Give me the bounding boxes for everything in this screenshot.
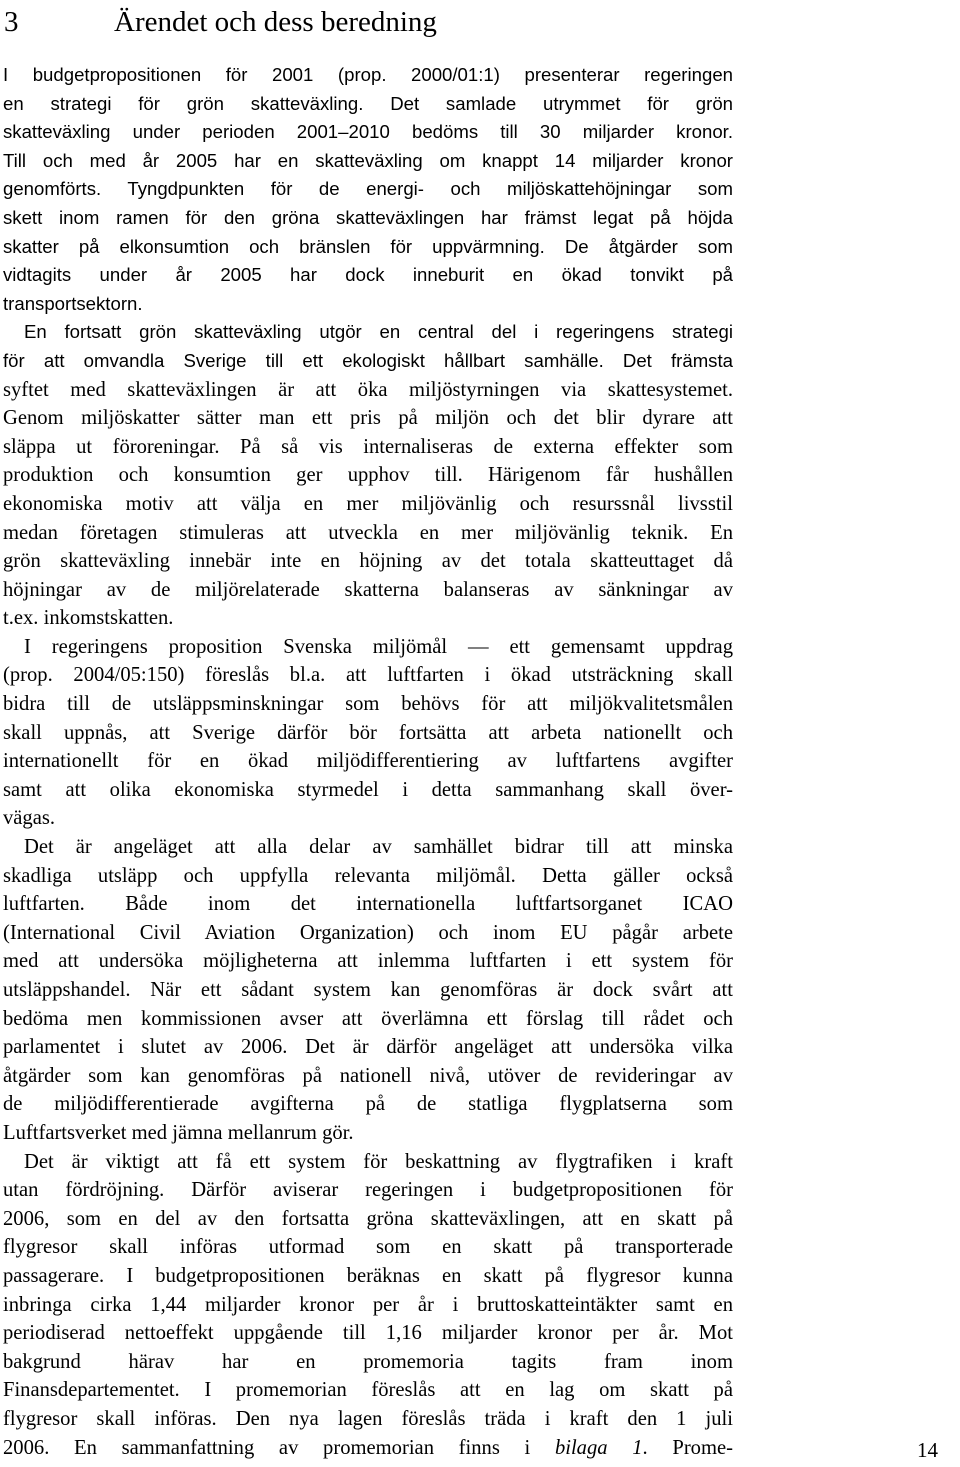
text-line: bidra till de utsläppsminskningar som behövs för att miljökvalitetsmålen [3,693,733,716]
text-line: parlamentet i slutet av 2006. Det är därför angeläget att undersöka vilka [3,1036,733,1059]
text-line: medan företagen stimuleras att utveckla en mer miljövänlig teknik. En [3,521,733,544]
paragraph-2 [3,318,733,633]
text-line: utsläppshandel. När ett sådant system kan genomföras är dock svårt att [3,979,733,1001]
body-text [3,61,733,1462]
text-line: inbringa cirka 1,44 miljarder kronor per år i bruttoskatteintäkter samt en [3,1293,733,1316]
appendix-reference: bilaga 1 [554,1436,643,1459]
text-line: En fortsatt grön skatteväxling utgör en central del i regeringens strategi [24,321,733,343]
text-fragment: 2006. En sammanfattning av promemorian finns i [3,1436,555,1459]
text-line: Finansdepartementet. I promemorian föreslås att en lag om skatt på [3,1379,733,1402]
text-line: t.ex. inkomstskatten. [3,607,174,630]
text-line: skatter på elkonsumtion och bränslen för uppvärmning. De åtgärder som [3,235,733,257]
paragraph-5 [3,1148,733,1463]
text-line: periodiserad nettoeffekt uppgående till 1,16 miljarder kronor per år. Mot [3,1322,733,1345]
page-number: 14 [917,1438,938,1462]
text-line: åtgärder som kan genomföras på nationell nivå, utöver de revideringar av [3,1064,733,1087]
text-line: Till och med år 2005 har en skatteväxling om knappt 14 miljarder kronor [3,149,733,171]
paragraph-3 [3,633,733,833]
text-line: I budgetpropositionen för 2001 (prop. 2000/01:1) presenterar regeringen [3,64,733,85]
paragraph-4 [3,833,733,1148]
text-line: luftfarten. Både inom det internationella luftfartsorganet ICAO [3,893,733,916]
text-line: 2006, som en del av den fortsatta gröna skatteväxlingen, att en skatt på [3,1207,733,1230]
text-line: för att omvandla Sverige till ett ekologiskt hållbart samhälle. Det främsta [3,349,733,371]
text-line: vidtagits under år 2005 har dock inneburit en ökad tonvikt på [3,264,733,286]
text-line: syftet med skatteväxlingen är att öka miljöstyrningen via skattesystemet. [3,378,733,401]
text-line: utan fördröjning. Därför aviserar regeringen i budgetpropositionen för [3,1179,733,1202]
text-line: flygresor skall införas utformad som en skatt på transporterade [3,1236,733,1259]
text-line: släppa ut föroreningar. På så vis internaliseras de externa effekter som [3,435,733,458]
text-line-last [3,1434,733,1463]
text-line: bakgrund härav har en promemoria tagits fram inom [3,1350,733,1373]
text-line: en strategi för grön skatteväxling. Det samlade utrymmet för grön [3,92,733,114]
text-line: bedöma men kommissionen avser att överlämna ett förslag till rådet och [3,1007,733,1030]
text-line: samt att olika ekonomiska styrmedel i detta sammanhang skall över- [3,778,733,801]
text-line: genomförts. Tyngdpunkten för de energi- och miljöskattehöjningar som [3,178,733,200]
text-line: vägas. [3,807,56,830]
text-line: grön skatteväxling innebär inte en höjning av det totala skatteuttaget då [3,550,733,573]
text-line: flygresor skall införas. Den nya lagen föreslås träda i kraft den 1 juli [3,1407,733,1430]
text-line: de miljödifferentierade avgifterna på de statliga flygplatserna som [3,1093,733,1116]
text-line: skall uppnås, att Sverige därför bör fortsätta att arbeta nationellt och [3,721,733,744]
section-title: Ärendet och dess beredning [114,6,437,38]
text-fragment: . Prome- [642,1436,733,1459]
text-line: I regeringens proposition Svenska miljömål — ett gemensamt uppdrag [24,635,733,658]
text-line: transportsektorn. [3,292,143,314]
text-line: skadliga utsläpp och uppfylla relevanta miljömål. Detta gäller också [3,864,733,887]
text-line: Det är angeläget att alla delar av samhället bidrar till att minska [24,836,733,859]
paragraph-1 [3,61,733,318]
text-line: Genom miljöskatter sätter man ett pris på miljön och det blir dyrare att [3,407,733,430]
section-number: 3 [4,6,19,38]
text-line: (International Civil Aviation Organization) och inom EU pågår arbete [3,921,733,944]
text-line: skatteväxling under perioden 2001–2010 bedöms till 30 miljarder kronor. [3,121,733,143]
text-line: internationellt för en ökad miljödifferentiering av luftfartens avgifter [3,750,733,773]
text-line: Luftfartsverket med jämna mellanrum gör. [3,1121,354,1144]
text-line: med att undersöka möjligheterna att inlemma luftfarten i ett system för [3,950,733,973]
text-line: passagerare. I budgetpropositionen beräknas en skatt på flygresor kunna [3,1264,733,1287]
text-line: skett inom ramen för den gröna skatteväxlingen har främst legat på höjda [3,206,733,228]
text-line: ekonomiska motiv att välja en mer miljövänlig och resurssnål livsstil [3,492,733,515]
text-line: höjningar av de miljörelaterade skatterna balanseras av sänkningar av [3,578,733,601]
text-line: Det är viktigt att få ett system för beskattning av flygtrafiken i kraft [24,1150,733,1173]
text-line: (prop. 2004/05:150) föreslås bl.a. att luftfarten i ökad utsträckning skall [3,664,733,687]
text-line: produktion och konsumtion ger upphov till. Härigenom får hushållen [3,464,733,487]
